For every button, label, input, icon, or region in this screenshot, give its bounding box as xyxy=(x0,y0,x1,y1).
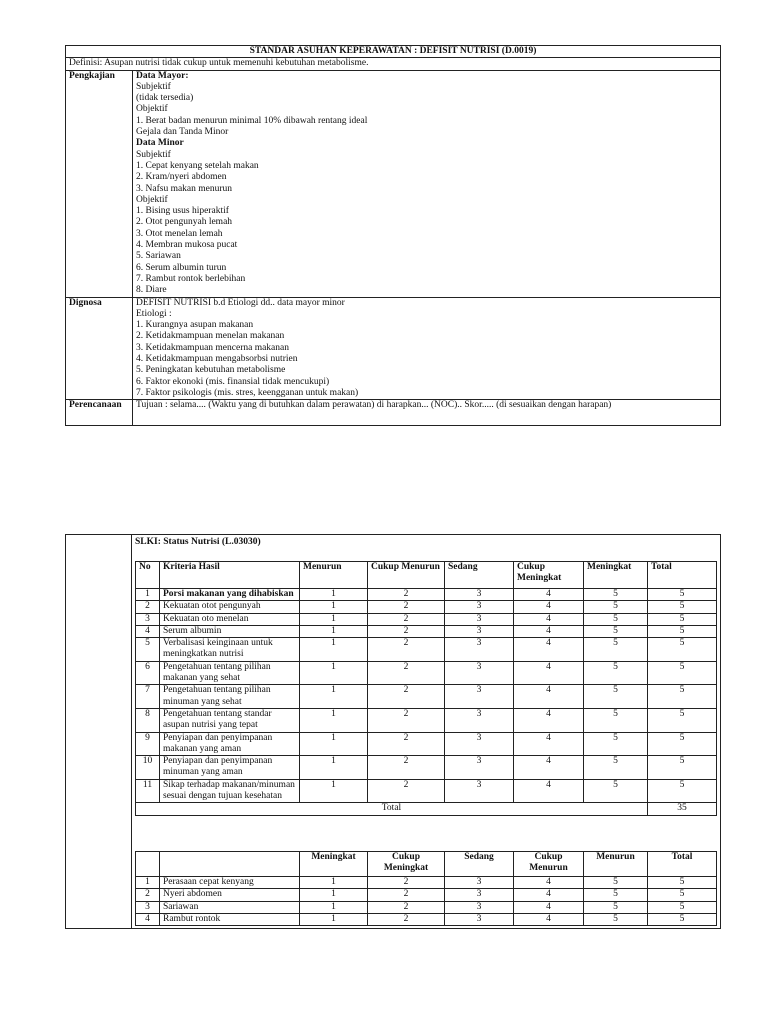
slki-row-kriteria: Porsi makanan yang dihabiskan xyxy=(160,589,300,601)
slki-row-no: 2 xyxy=(136,601,160,613)
slki-row-no: 3 xyxy=(136,613,160,625)
slki-row-score: 3 xyxy=(445,601,514,613)
slki-row xyxy=(136,708,717,732)
dignosa-line: 1. Kurangnya asupan makanan xyxy=(136,320,254,331)
slki-row-score: 4 xyxy=(514,756,584,780)
slki-header-cell: Cukup Meningkat xyxy=(514,562,584,589)
slki-row-score: 5 xyxy=(584,601,648,613)
slki-minor-header-cell: Meningkat xyxy=(300,852,368,877)
slki-minor-row xyxy=(136,877,717,889)
definition-text: Definisi: Asupan nutrisi tidak cukup untuk memenuhi kebutuhan metabolisme. xyxy=(66,58,721,70)
slki-row-score: 4 xyxy=(514,708,584,732)
dignosa-label: Dignosa xyxy=(66,297,133,400)
slki-row-kriteria: Sikap terhadap makanan/minuman sesuai dengan tujuan kesehatan xyxy=(160,779,300,803)
slki-minor-row xyxy=(136,901,717,913)
slki-row-score: 4 xyxy=(514,661,584,685)
slki-row-score: 2 xyxy=(368,732,445,756)
slki-minor-row-score: 1 xyxy=(300,877,368,889)
slki-row-score: 1 xyxy=(300,638,368,662)
slki-minor-header-cell: Sedang xyxy=(445,852,514,877)
slki-minor-row-no: 4 xyxy=(136,913,160,925)
document-title: STANDAR ASUHAN KEPERAWATAN : DEFISIT NUTRISI (D.0019) xyxy=(66,46,721,58)
slki-row-score: 1 xyxy=(300,756,368,780)
slki-row-score: 5 xyxy=(648,708,717,732)
slki-minor-row-score: 3 xyxy=(445,877,514,889)
pengkajian-line: Subjektif xyxy=(136,81,171,92)
slki-minor-row-kriteria: Nyeri abdomen xyxy=(160,889,300,901)
slki-row-score: 4 xyxy=(514,685,584,709)
slki-row-score: 1 xyxy=(300,613,368,625)
slki-row-kriteria: Serum albumin xyxy=(160,625,300,637)
slki-row-kriteria: Penyiapan dan penyimpanan makanan yang aman xyxy=(160,732,300,756)
total-label: Total xyxy=(136,803,648,815)
slki-minor-row-score: 2 xyxy=(368,901,445,913)
slki-row xyxy=(136,613,717,625)
slki-row-score: 3 xyxy=(445,638,514,662)
pengkajian-line: 3. Nafsu makan menurun xyxy=(136,183,233,194)
slki-header-cell: Menurun xyxy=(300,562,368,589)
slki-minor-header-blank xyxy=(136,852,160,877)
slki-header-cell: Total xyxy=(648,562,717,589)
slki-row xyxy=(136,685,717,709)
slki-row-no: 7 xyxy=(136,685,160,709)
slki-row-score: 1 xyxy=(300,779,368,803)
slki-minor-header-cell: Menurun xyxy=(584,852,648,877)
slki-title: SLKI: Status Nutrisi (L.03030) xyxy=(135,537,261,547)
slki-minor-header-blank xyxy=(160,852,300,877)
slki-row-score: 5 xyxy=(584,661,648,685)
slki-minor-row-score: 4 xyxy=(514,901,584,913)
slki-minor-row-score: 2 xyxy=(368,877,445,889)
slki-row-score: 5 xyxy=(648,661,717,685)
slki-row-no: 5 xyxy=(136,638,160,662)
pengkajian-line: 2. Otot pengunyah lemah xyxy=(136,217,233,228)
perencanaan-label: Perencanaan xyxy=(66,400,133,426)
slki-row-score: 1 xyxy=(300,601,368,613)
slki-row-score: 2 xyxy=(368,685,445,709)
slki-minor-row-no: 3 xyxy=(136,901,160,913)
slki-minor-row-score: 5 xyxy=(648,889,717,901)
pengkajian-line: 5. Sariawan xyxy=(136,251,181,262)
slki-minor-row-score: 5 xyxy=(584,877,648,889)
slki-row-kriteria: Penyiapan dan penyimpanan minuman yang aman xyxy=(160,756,300,780)
slki-minor-row-score: 3 xyxy=(445,889,514,901)
slki-row-score: 2 xyxy=(368,779,445,803)
slki-minor-row-score: 5 xyxy=(584,889,648,901)
slki-row-score: 1 xyxy=(300,685,368,709)
slki-row xyxy=(136,601,717,613)
slki-row-score: 3 xyxy=(445,732,514,756)
slki-row-score: 5 xyxy=(648,756,717,780)
slki-table xyxy=(135,561,717,816)
slki-row-score: 1 xyxy=(300,708,368,732)
pengkajian-line: Gejala dan Tanda Minor xyxy=(136,127,229,138)
dignosa-line: DEFISIT NUTRISI b.d Etiologi dd.. data mayor minor xyxy=(136,297,345,308)
slki-row-no: 10 xyxy=(136,756,160,780)
sak-table xyxy=(65,45,721,426)
dignosa-line: 6. Faktor ekonoki (mis. finansial tidak mencukupi) xyxy=(136,376,330,387)
slki-row-kriteria: Pengetahuan tentang pilihan minuman yang sehat xyxy=(160,685,300,709)
slki-row xyxy=(136,638,717,662)
dignosa-content xyxy=(133,297,721,400)
slki-row-score: 4 xyxy=(514,638,584,662)
slki-row-score: 3 xyxy=(445,589,514,601)
total-value: 35 xyxy=(648,803,717,815)
pengkajian-line: 8. Diare xyxy=(136,285,167,296)
slki-row-score: 1 xyxy=(300,661,368,685)
pengkajian-line: Objektif xyxy=(136,194,168,205)
slki-row-score: 2 xyxy=(368,613,445,625)
slki-row-kriteria: Kekuatan oto menelan xyxy=(160,613,300,625)
slki-row-score: 5 xyxy=(584,589,648,601)
slki-row-score: 3 xyxy=(445,708,514,732)
slki-row-score: 4 xyxy=(514,625,584,637)
slki-minor-row-score: 1 xyxy=(300,901,368,913)
slki-row-score: 5 xyxy=(584,708,648,732)
slki-minor-row-score: 2 xyxy=(368,889,445,901)
slki-row-no: 8 xyxy=(136,708,160,732)
slki-row xyxy=(136,779,717,803)
slki-row-score: 1 xyxy=(300,589,368,601)
slki-row-score: 4 xyxy=(514,589,584,601)
dignosa-line: 2. Ketidakmampuan menelan makanan xyxy=(136,331,285,342)
slki-minor-row-kriteria: Sariawan xyxy=(160,901,300,913)
pengkajian-line: 2. Kram/nyeri abdomen xyxy=(136,172,227,183)
slki-row-score: 5 xyxy=(648,732,717,756)
slki-row-score: 5 xyxy=(648,613,717,625)
slki-row-score: 2 xyxy=(368,638,445,662)
slki-row-score: 2 xyxy=(368,589,445,601)
pengkajian-content xyxy=(133,70,721,297)
slki-row-score: 2 xyxy=(368,661,445,685)
slki-row-score: 5 xyxy=(584,685,648,709)
slki-row-score: 5 xyxy=(584,756,648,780)
slki-row-score: 2 xyxy=(368,625,445,637)
slki-row-score: 5 xyxy=(584,779,648,803)
slki-row-score: 2 xyxy=(368,601,445,613)
slki-row-kriteria: Kekuatan otot pengunyah xyxy=(160,601,300,613)
slki-row-no: 1 xyxy=(136,589,160,601)
pengkajian-line: Data Minor xyxy=(136,138,184,149)
slki-row-score: 3 xyxy=(445,685,514,709)
slki-row-score: 5 xyxy=(648,589,717,601)
slki-minor-header-row xyxy=(136,852,717,877)
pengkajian-line: 7. Rambut rontok berlebihan xyxy=(136,273,246,284)
slki-header-cell: Meningkat xyxy=(584,562,648,589)
pengkajian-line: 3. Otot menelan lemah xyxy=(136,228,223,239)
pengkajian-line: 1. Bising usus hiperaktif xyxy=(136,206,229,217)
slki-row-no: 11 xyxy=(136,779,160,803)
slki-minor-row-score: 5 xyxy=(648,913,717,925)
slki-row-score: 5 xyxy=(648,625,717,637)
dignosa-line: 3. Ketidakmampuan mencerna makanan xyxy=(136,342,289,353)
slki-minor-header-cell: Total xyxy=(648,852,717,877)
pengkajian-line: 1. Berat badan menurun minimal 10% dibawah rentang ideal xyxy=(136,115,368,126)
slki-row-score: 1 xyxy=(300,625,368,637)
slki-total-row xyxy=(136,803,717,815)
slki-row-score: 4 xyxy=(514,613,584,625)
slki-minor-row-kriteria: Perasaan cepat kenyang xyxy=(160,877,300,889)
slki-row-score: 2 xyxy=(368,708,445,732)
slki-row-score: 3 xyxy=(445,613,514,625)
slki-row-kriteria: Pengetahuan tentang standar asupan nutrisi yang tepat xyxy=(160,708,300,732)
slki-row-score: 1 xyxy=(300,732,368,756)
slki-header-row xyxy=(136,562,717,589)
pengkajian-line: (tidak tersedia) xyxy=(136,93,194,104)
slki-row-kriteria: Verbalisasi keinginaan untuk meningkatkan nutrisi xyxy=(160,638,300,662)
slki-minor-row-score: 3 xyxy=(445,901,514,913)
slki-minor-row-score: 5 xyxy=(648,901,717,913)
pengkajian-line: 4. Membran mukosa pucat xyxy=(136,240,238,251)
slki-row-kriteria: Pengetahuan tentang pilihan makanan yang sehat xyxy=(160,661,300,685)
pengkajian-label: Pengkajian xyxy=(66,70,133,297)
slki-minor-row-score: 2 xyxy=(368,913,445,925)
slki-minor-row-score: 3 xyxy=(445,913,514,925)
slki-row-score: 3 xyxy=(445,625,514,637)
dignosa-line: 5. Peningkatan kebutuhan metabolisme xyxy=(136,365,286,376)
slki-minor-row-score: 1 xyxy=(300,913,368,925)
slki-row-score: 5 xyxy=(584,732,648,756)
slki-row-score: 4 xyxy=(514,601,584,613)
slki-minor-row-kriteria: Rambut rontok xyxy=(160,913,300,925)
slki-row xyxy=(136,756,717,780)
slki-row xyxy=(136,625,717,637)
slki-row-score: 5 xyxy=(584,613,648,625)
pengkajian-line: 6. Serum albumin turun xyxy=(136,262,227,273)
slki-row-score: 5 xyxy=(648,601,717,613)
slki-row-score: 4 xyxy=(514,779,584,803)
pengkajian-line: Subjektif xyxy=(136,149,171,160)
slki-minor-row-score: 5 xyxy=(584,901,648,913)
slki-minor-row-score: 5 xyxy=(648,877,717,889)
slki-minor-row-score: 1 xyxy=(300,889,368,901)
slki-minor-row-no: 2 xyxy=(136,889,160,901)
slki-minor-header-cell: Cukup Menurun xyxy=(514,852,584,877)
pengkajian-line: Data Mayor: xyxy=(136,70,189,81)
slki-row-no: 9 xyxy=(136,732,160,756)
slki-minor-row-no: 1 xyxy=(136,877,160,889)
slki-row xyxy=(136,589,717,601)
slki-row-score: 5 xyxy=(648,685,717,709)
slki-minor-row xyxy=(136,913,717,925)
slki-minor-row-score: 4 xyxy=(514,913,584,925)
slki-header-cell: Cukup Menurun xyxy=(368,562,445,589)
slki-minor-table xyxy=(135,851,717,926)
slki-frame-divider xyxy=(131,535,132,928)
slki-minor-row xyxy=(136,889,717,901)
pengkajian-line: Objektif xyxy=(136,104,168,115)
slki-row-score: 4 xyxy=(514,732,584,756)
dignosa-line: 7. Faktor psikologis (mis. stres, keengganan untuk makan) xyxy=(136,387,359,398)
slki-header-cell: Sedang xyxy=(445,562,514,589)
slki-row xyxy=(136,661,717,685)
slki-minor-row-score: 4 xyxy=(514,877,584,889)
perencanaan-content: Tujuan : selama.... (Waktu yang di butuhkan dalam perawatan) di harapkan... (NOC).. Skor..... (di sesuaikan dengan harapan) xyxy=(133,400,721,426)
slki-row-score: 3 xyxy=(445,756,514,780)
slki-row xyxy=(136,732,717,756)
slki-row-score: 5 xyxy=(584,638,648,662)
slki-row-score: 3 xyxy=(445,661,514,685)
slki-row-score: 3 xyxy=(445,779,514,803)
slki-row-score: 2 xyxy=(368,756,445,780)
slki-header-cell: Kriteria Hasil xyxy=(160,562,300,589)
pengkajian-line: 1. Cepat kenyang setelah makan xyxy=(136,160,259,171)
slki-minor-row-score: 5 xyxy=(584,913,648,925)
dignosa-line: Etiologi : xyxy=(136,308,172,319)
slki-minor-header-cell: Cukup Meningkat xyxy=(368,852,445,877)
slki-row-no: 4 xyxy=(136,625,160,637)
slki-row-score: 5 xyxy=(648,779,717,803)
dignosa-line: 4. Ketidakmampuan mengabsorbsi nutrien xyxy=(136,354,298,365)
slki-row-no: 6 xyxy=(136,661,160,685)
slki-minor-row-score: 4 xyxy=(514,889,584,901)
slki-header-cell: No xyxy=(136,562,160,589)
slki-row-score: 5 xyxy=(648,638,717,662)
slki-row-score: 5 xyxy=(584,625,648,637)
